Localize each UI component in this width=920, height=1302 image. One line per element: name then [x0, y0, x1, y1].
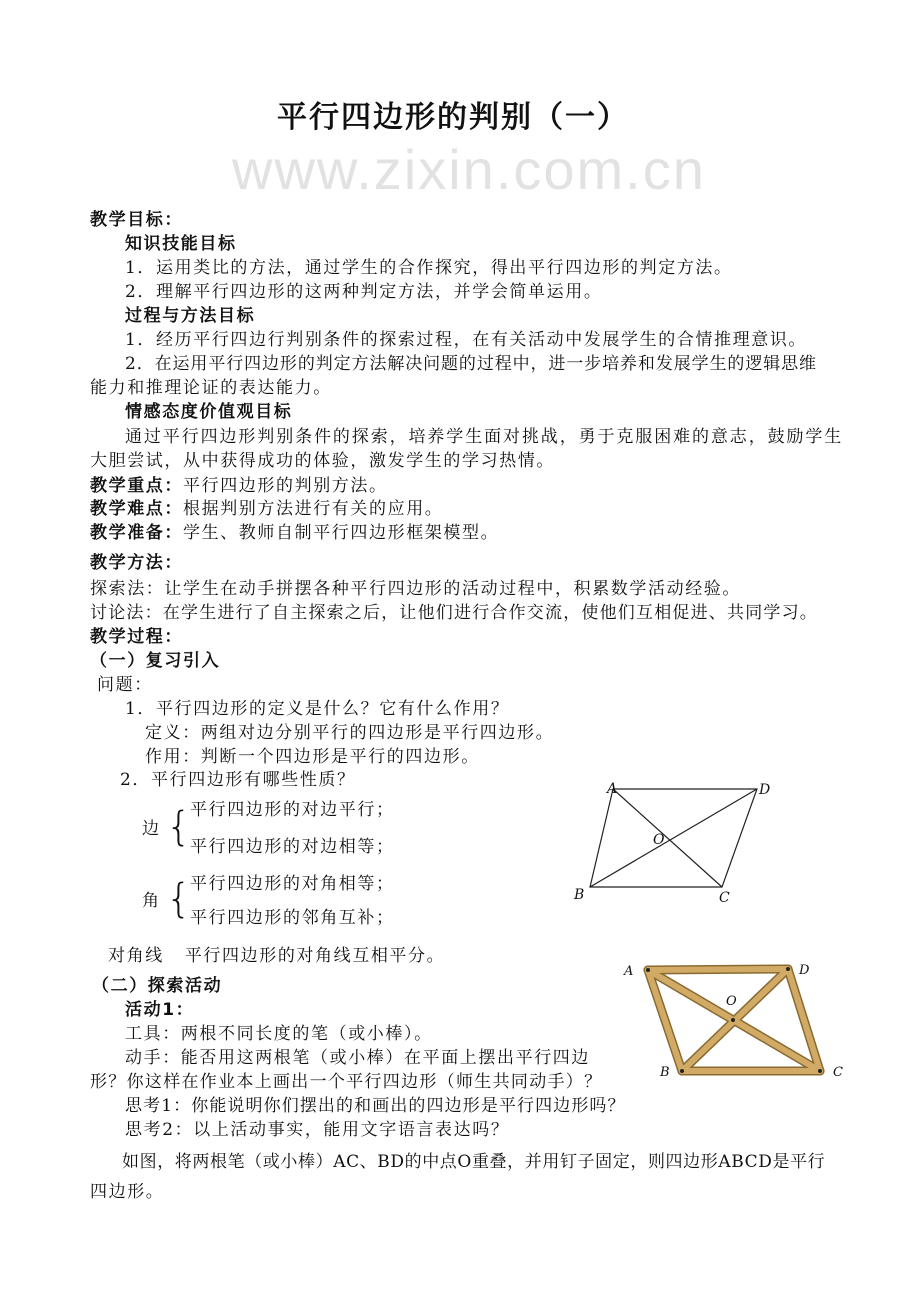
question-2: 2．平行四边形有哪些性质？	[120, 770, 356, 790]
vertex-label-c: C	[833, 1065, 843, 1080]
knowledge-item: 2．理解平行四边形的这两种判定方法，并学会简单运用。	[125, 282, 603, 302]
angles-label: 角	[142, 891, 161, 911]
vertex-label-b: B	[660, 1065, 670, 1080]
knowledge-heading: 知识技能目标	[125, 234, 237, 254]
think-1: 思考1：你能说明你们摆出的和画出的四边形是平行四边形吗？	[125, 1096, 626, 1116]
definition: 定义：两组对边分别平行的四边形是平行四边形。	[145, 723, 555, 743]
conclusion-text-cont: 四边形。	[90, 1182, 165, 1202]
diagonal-property	[108, 945, 445, 967]
angle-property: 平行四边形的邻角互补；	[190, 908, 395, 928]
part1-heading: （一）复习引入	[90, 651, 221, 671]
diagonal-ac	[613, 789, 722, 887]
process-goal-item: 2．在运用平行四边形的判定方法解决问题的过程中，进一步培养和发展学生的逻辑思维	[125, 354, 817, 374]
diagonal-bd	[590, 789, 757, 887]
sides-label: 边	[142, 819, 161, 839]
page-title: 平行四边形的判别（一）	[277, 100, 629, 135]
center-label-o: O	[726, 994, 737, 1009]
process-goal-heading: 过程与方法目标	[125, 306, 256, 326]
preparation-text: 学生、教师自制平行四边形框架模型。	[183, 523, 500, 543]
question-1: 1．平行四边形的定义是什么？它有什么作用？	[125, 699, 510, 719]
vertex-label-c: C	[719, 890, 730, 906]
center-label-o: O	[653, 832, 665, 848]
emotion-text: 通过平行四边形判别条件的探索，培养学生面对挑战，勇于克服困难的意志，鼓励学生	[125, 427, 844, 447]
wooden-stick-model	[615, 955, 855, 1085]
vertex-label-d: D	[759, 782, 771, 798]
preparation	[90, 522, 499, 544]
think-2: 思考2：以上活动事实，能用文字语言表达吗？	[125, 1120, 510, 1140]
preparation-label: 教学准备：	[90, 523, 183, 543]
angle-property: 平行四边形的对角相等；	[190, 874, 395, 894]
key-point-text: 平行四边形的判别方法。	[183, 476, 388, 496]
difficulty-label: 教学难点：	[90, 499, 183, 519]
process-heading: 教学过程：	[90, 627, 183, 647]
method-explore: 探索法：让学生在动手拼摆各种平行四边形的活动过程中，积累数学活动经验。	[90, 579, 741, 599]
key-point-label: 教学重点：	[90, 476, 183, 496]
tools-text: 工具：两根不同长度的笔（或小棒）。	[125, 1024, 433, 1044]
activity-heading: 活动1：	[125, 1000, 195, 1020]
brace-icon: {	[166, 876, 192, 922]
parallelogram-diagram	[565, 770, 785, 910]
usage: 作用：判断一个四边形是平行的四边形。	[145, 747, 480, 767]
part2-heading: （二）探索活动	[92, 976, 223, 996]
process-goal-item: 1．经历平行四边行判别条件的探索过程，在有关活动中发展学生的合情推理意识。	[125, 330, 808, 350]
vertex-label-a: A	[624, 964, 634, 979]
vertex-label-a: A	[607, 781, 618, 797]
nail-o	[731, 1018, 735, 1022]
side-property: 平行四边形的对边平行；	[190, 800, 395, 820]
key-point	[90, 475, 388, 497]
objectives-heading: 教学目标：	[90, 210, 183, 230]
emotion-heading: 情感态度价值观目标	[125, 402, 293, 422]
brace-icon: {	[166, 804, 192, 850]
methods-heading: 教学方法：	[90, 553, 183, 573]
hands-on-text: 动手：能否用这两根笔（或小棒）在平面上摆出平行四边	[125, 1048, 590, 1068]
vertex-label-d: D	[799, 963, 810, 978]
diagonal-text: 平行四边形的对角线互相平分。	[184, 946, 446, 966]
method-discuss: 讨论法：在学生进行了自主探索之后，让他们进行合作交流，使他们互相促进、共同学习。	[90, 603, 818, 623]
diagonal-label: 对角线	[108, 946, 164, 966]
conclusion-text: 如图，将两根笔（或小棒）AC、BD的中点O重叠，并用钉子固定，则四边形ABCD是平行	[122, 1152, 826, 1172]
question-label: 问题：	[97, 675, 153, 695]
vertex-label-b: B	[574, 887, 585, 903]
stick-ad	[648, 969, 788, 970]
watermark: www.zixin.com.cn	[232, 138, 706, 201]
knowledge-item: 1．运用类比的方法，通过学生的合作探究，得出平行四边形的判定方法。	[125, 258, 733, 278]
emotion-text-cont: 大胆尝试，从中获得成功的体验，激发学生的学习热情。	[90, 451, 555, 471]
process-goal-item-cont: 能力和推理论证的表达能力。	[90, 378, 332, 398]
difficulty	[90, 498, 443, 520]
side-property: 平行四边形的对边相等；	[190, 837, 395, 857]
hands-on-text-cont: 形？你这样在作业本上画出一个平行四边形（师生共同动手）？	[90, 1072, 603, 1092]
difficulty-text: 根据判别方法进行有关的应用。	[183, 499, 444, 519]
